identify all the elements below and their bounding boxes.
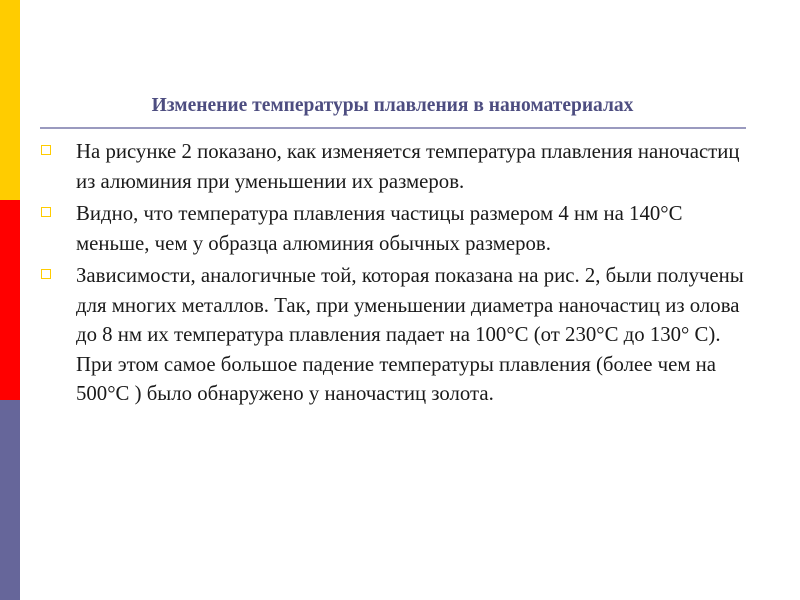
square-bullet-icon xyxy=(41,145,51,155)
bullet-text: Видно, что температура плавления частицы размером 4 нм на 140°С меньше, чем у образца алюминия обычных размеров. xyxy=(76,202,683,255)
bullet-item xyxy=(40,199,752,258)
bullet-item xyxy=(40,261,752,409)
decorative-stripe-blue xyxy=(0,400,20,600)
title-divider xyxy=(40,127,746,129)
decorative-stripe-red xyxy=(0,200,20,400)
slide-title: Изменение температуры плавления в наноматериалах xyxy=(151,95,634,116)
square-bullet-icon xyxy=(41,207,51,217)
bullet-text: Зависимости, аналогичные той, которая показана на рис. 2, были получены для многих металлов. Так, при уменьшении диаметра наночастиц из олова до 8 нм их температура плавления падает на 100°С (от 230°С до 130° С). При этом самое большое падение температуры плавления (более чем на 500°С ) было обнаружено у наночастиц золота. xyxy=(76,264,744,405)
decorative-stripe-yellow xyxy=(0,0,20,200)
square-bullet-icon xyxy=(41,269,51,279)
bullet-item xyxy=(40,137,752,196)
bullet-text: На рисунке 2 показано, как изменяется температура плавления наночастиц из алюминия при уменьшении их размеров. xyxy=(76,140,740,193)
bullet-list xyxy=(40,137,752,412)
